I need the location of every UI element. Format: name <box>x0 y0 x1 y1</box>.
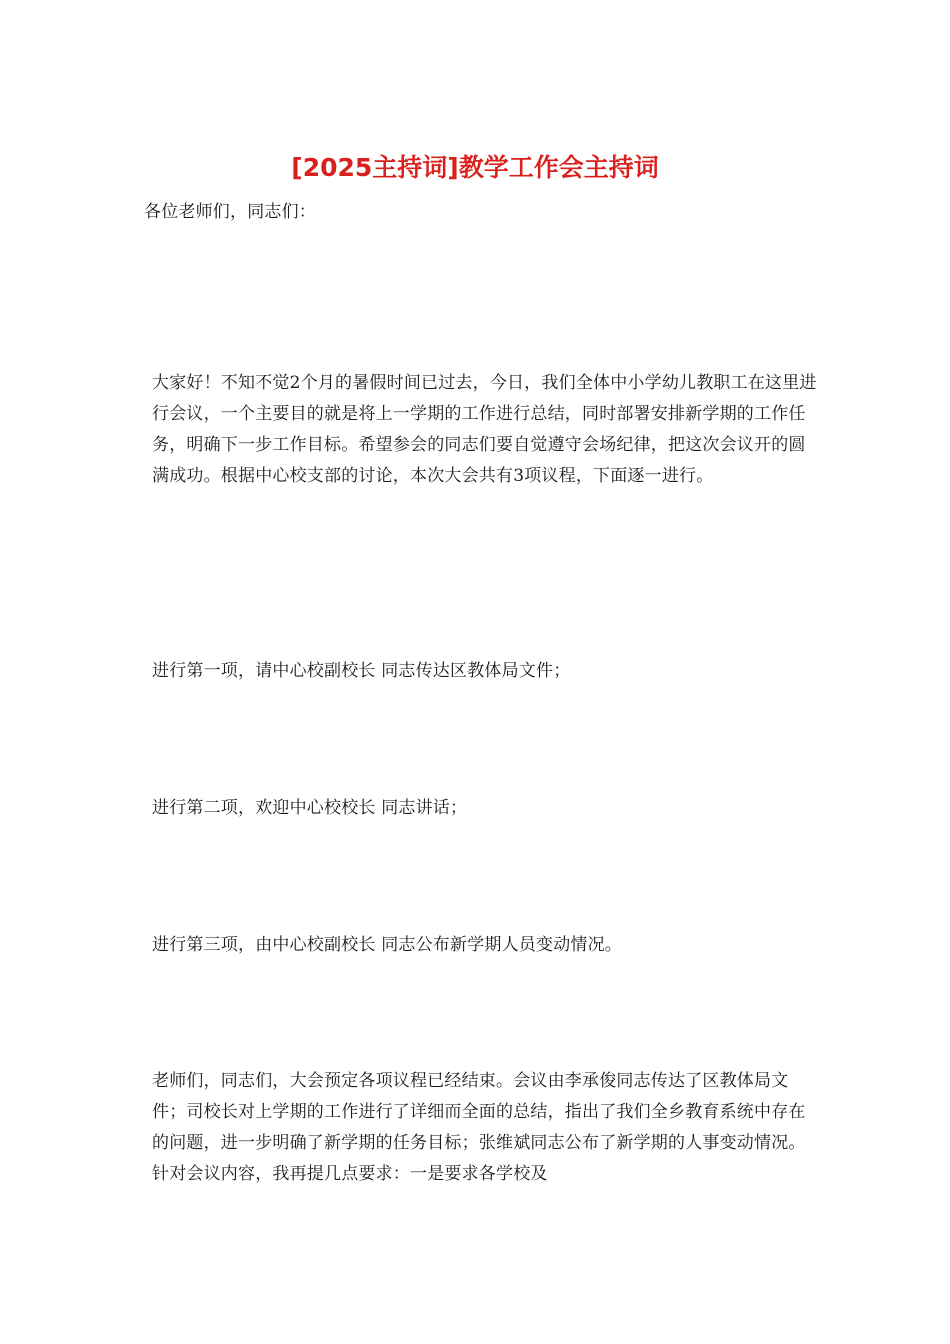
agenda-item-1: 进行第一项，请中心校副校长 同志传达区教体局文件； <box>152 661 571 681</box>
intro-paragraph: 大家好！不知不觉2个月的暑假时间已过去，今日，我们全体中小学幼儿教职工在这里进行会议，一个主要目的就是将上一学期的工作进行总结，同时部署安排新学期的工作任务，明确下一步工作目标。希望参会的同志们要自觉遵守会场纪律，把这次会议开的圆满成功。根据中心校支部的讨论，本次大会共有3项议程，下面逐一进行。 <box>152 373 817 486</box>
greeting-line: 各位老师们，同志们： <box>144 202 316 222</box>
agenda-item-2: 进行第二项，欢迎中心校校长 同志讲话； <box>152 798 468 818</box>
document-title: [2025主持词]教学工作会主持词 <box>291 153 659 182</box>
closing-paragraph: 老师们，同志们，大会预定各项议程已经结束。会议由李承俊同志传达了区教体局文件；司校长对上学期的工作进行了详细而全面的总结，指出了我们全乡教育系统中存在的问题，进一步明确了新学期的任务目标；张维斌同志公布了新学期的人事变动情况。针对会议内容，我再提几点要求：一是要求各学校及 <box>152 1071 806 1184</box>
agenda-item-3: 进行第三项，由中心校副校长 同志公布新学期人员变动情况。 <box>152 935 623 955</box>
